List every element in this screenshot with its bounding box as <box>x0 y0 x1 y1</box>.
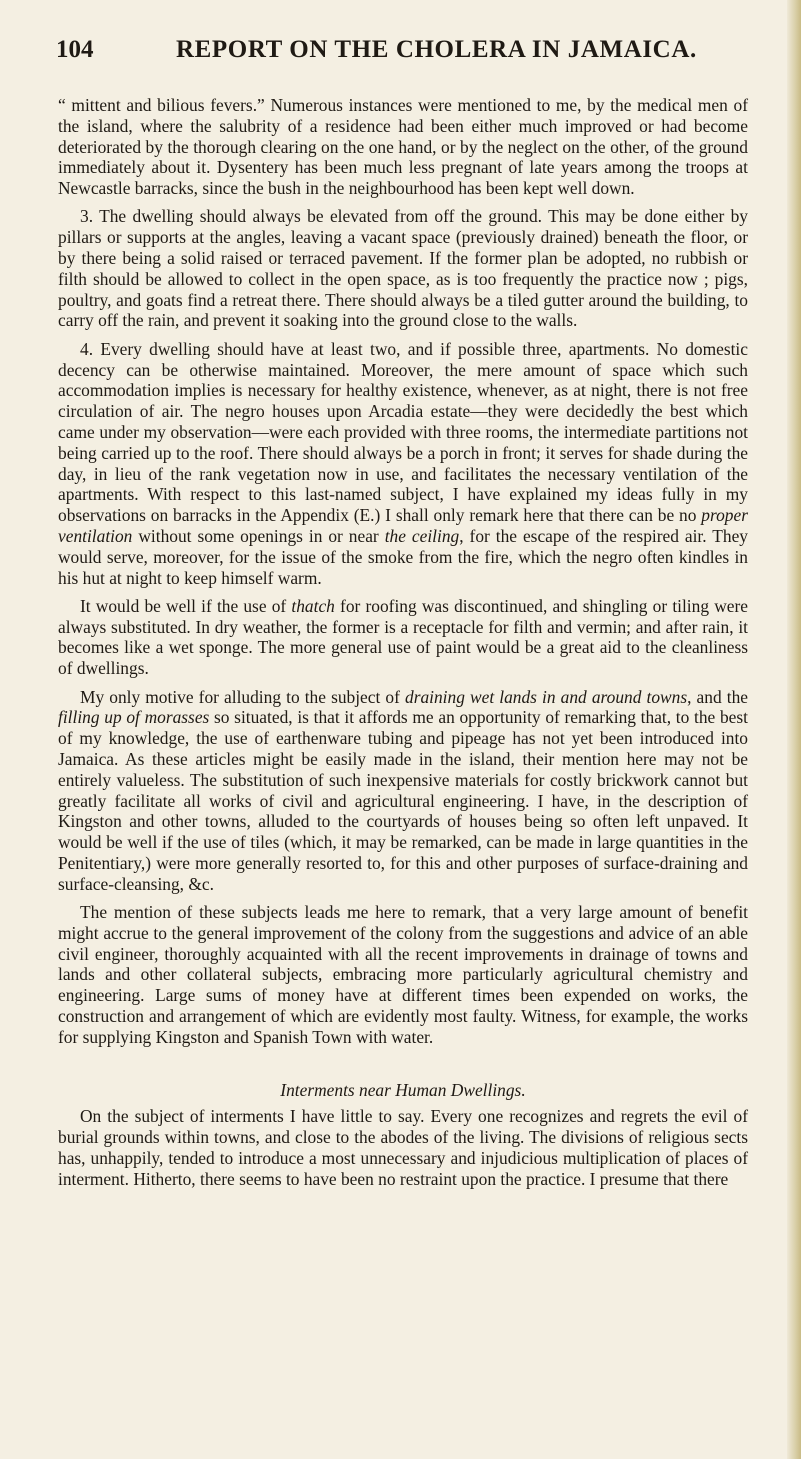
text-run: , for the escape of the respired air. They would serve, moreover, for the issue of the smoke from the fire, which the negro often kindles in his hut at night to keep himself warm. <box>58 525 748 588</box>
paragraph-thatch <box>58 596 748 679</box>
text-run: so situated, is that it affords me an opportunity of remarking that, to the best of my knowledge, the use of earthenware tubing and pipeage has not yet been introduced into Jamaica. As these articles might be easily made in the island, their mention here may not be entirely valueless. The substitution of such inexpensive materials for costly brickwork cannot but greatly facilitate all works of civil and agricultural engineering. I have, in the description of Kingston and other towns, alluded to the courtyards of houses being so often left unpaved. It would be well if the use of tiles (which, it may be remarked, can be made in large quantities in the Penitentiary,) were more generally resorted to, for this and other purposes of surface-draining and surface-cleansing, &c. <box>58 707 748 894</box>
text-run: 4. Every dwelling should have at least two, and if possible three, apartments. No domestic decency can be otherwise maintained. Moreover, the mere amount of space which such accommodation implies is necessary for healthy existence, whenever, as at night, there is not free circulation of air. The negro houses upon Arcadia estate—they were decidedly the best which came under my observation—were each provided with three rooms, the intermediate partitions not being carried up to the roof. There should always be a porch in front; it serves for shade during the day, in lieu of the rank vegetation now in use, and facilitates the necessary ventilation of the apartments. With respect to this last-named subject, I have explained my ideas fully in my observations on barracks in the Appendix (E.) I shall only remark here that there can be no <box>58 338 748 526</box>
running-title: REPORT ON THE CHOLERA IN JAMAICA. <box>176 36 697 63</box>
text-run: without some openings in or near <box>132 525 385 546</box>
emphasis-text: draining wet lands in and around towns <box>405 686 688 707</box>
emphasis-text: the ceiling <box>384 525 460 546</box>
emphasis-text: proper ventilation <box>58 505 748 546</box>
paragraph-item-3: 3. The dwelling should always be elevated from off the ground. This may be done either by pillars or supports at the angles, leaving a vacant space (previously drained) beneath the floor, or by there being a solid raised or terraced pavement. If the former plan be adopted, no rubbish or filth should be allowed to collect in the open space, as is too frequently the practice now ; pigs, poultry, and goats find a retreat there. There should always be a tiled gutter around the building, to carry off the rain, and prevent it soaking into the ground close to the walls. <box>58 206 748 331</box>
section-heading: Interments near Human Dwellings. <box>280 1079 526 1100</box>
page-body <box>58 95 748 1197</box>
text-run: My only motive for alluding to the subject of <box>80 686 405 707</box>
text-run: for roofing was discontinued, and shingling or tiling were always substituted. In dry weather, the former is a receptacle for filth and vermin; and after rain, it becomes like a wet sponge. The more general use of paint would be a great aid to the cleanliness of dwellings. <box>58 595 748 679</box>
paragraph-interments: On the subject of interments I have little to say. Every one recognizes and regrets the evil of burial grounds within towns, and close to the abodes of the living. The divisions of religious sects has, unhappily, tended to introduce a most unnecessary and injudicious multiplication of places of interment. Hitherto, there seems to have been no restraint upon the practice. I presume that there <box>58 1106 748 1189</box>
paragraph-draining <box>58 687 748 895</box>
paragraph-continuation: “ mittent and bilious fevers.” Numerous instances were mentioned to me, by the medical men of the island, where the salubrity of a residence had been either much improved or had become deteriorated by the thorough clearing on the one hand, or by the neglect on the other, of the ground immediately about it. Dysentery has been much less pregnant of late years among the troops at Newcastle barracks, since the bush in the neighbourhood has been kept well down. <box>58 95 748 199</box>
page-number: 104 <box>56 36 94 63</box>
paragraph-item-4 <box>58 339 748 589</box>
emphasis-text: thatch <box>291 595 335 616</box>
text-run: It would be well if the use of <box>80 595 292 616</box>
paragraph-engineer: The mention of these subjects leads me here to remark, that a very large amount of benefit might accrue to the general improvement of the colony from the suggestions and advice of an able civil engineer, thoroughly acquainted with all the recent improvements in drainage of towns and lands and other collateral subjects, embracing more particularly agricultural chemistry and engineering. Large sums of money have at different times been expended on works, the construction and arrangement of which are evidently most faulty. Witness, for example, the works for supplying Kingston and Spanish Town with water. <box>58 901 748 1047</box>
page-edge <box>787 0 801 1459</box>
emphasis-text: filling up of morasses <box>58 707 210 728</box>
page-header <box>56 36 741 76</box>
text-run: , and the <box>687 686 748 707</box>
